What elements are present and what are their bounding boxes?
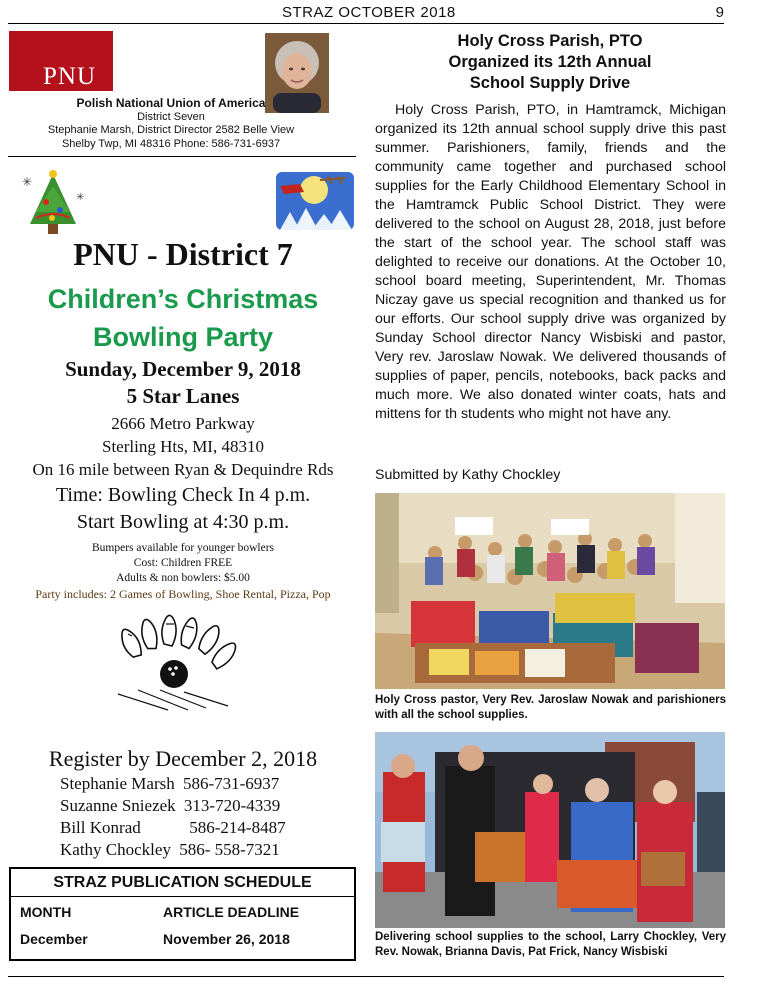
event-date: Sunday, December 9, 2018 bbox=[65, 357, 301, 381]
column-header-month: MONTH bbox=[20, 904, 72, 920]
photo-caption: Holy Cross pastor, Very Rev. Jaroslaw Nowak and parishioners with all the school supplies. bbox=[375, 694, 726, 721]
contact-phone: 586- 558-7321 bbox=[179, 840, 280, 859]
contact-row bbox=[60, 840, 360, 860]
santa-sleigh-icon bbox=[270, 168, 358, 234]
event-title-line1: Children’s Christmas bbox=[47, 284, 319, 314]
svg-text:✳: ✳ bbox=[22, 175, 33, 189]
delivery-group-photo bbox=[375, 732, 725, 928]
table-cell-month: December bbox=[20, 931, 88, 947]
venue-address-street: 2666 Metro Parkway bbox=[111, 414, 255, 433]
bumpers-note: Bumpers available for younger bowlers bbox=[91, 542, 275, 554]
contact-phone: 586-214-8487 bbox=[189, 818, 286, 837]
pnu-contact-block bbox=[10, 97, 332, 151]
pnu-logo bbox=[9, 31, 113, 91]
newspaper-title: STRAZ OCTOBER 2018 bbox=[282, 4, 456, 21]
register-deadline: Register by December 2, 2018 bbox=[48, 746, 318, 771]
contact-phone: 313-720-4339 bbox=[183, 796, 281, 815]
contact-name: Stephanie Marsh bbox=[60, 774, 175, 793]
article-headline bbox=[374, 31, 726, 94]
section-divider bbox=[8, 156, 356, 157]
svg-text:✳: ✳ bbox=[76, 192, 85, 203]
adult-cost-note: Adults & non bowlers: $5.00 bbox=[116, 572, 250, 584]
bowling-pins-icon bbox=[108, 614, 240, 712]
column-header-deadline: ARTICLE DEADLINE bbox=[163, 904, 300, 920]
org-name: Polish National Union of America bbox=[76, 96, 266, 110]
photo-caption: Delivering school supplies to the school, Larry Chockley, Very Rev. Nowak, Brianna Davis, Pat Frick, Nancy Wisbiski bbox=[375, 931, 726, 958]
headline-line1: Holy Cross Parish, PTO bbox=[457, 32, 643, 50]
contact-row bbox=[60, 774, 360, 794]
article-body bbox=[375, 101, 726, 424]
parishioners-group-photo bbox=[375, 493, 725, 689]
pnu-logo-text: PNU bbox=[43, 63, 97, 90]
venue-address-city: Sterling Hts, MI, 48310 bbox=[102, 437, 264, 456]
start-time: Start Bowling at 4:30 p.m. bbox=[76, 511, 290, 533]
event-title-line2: Bowling Party bbox=[92, 322, 274, 352]
director-line: Stephanie Marsh, District Director 2582 Belle View bbox=[47, 124, 295, 136]
publication-schedule-table bbox=[9, 867, 356, 961]
headline-line3: School Supply Drive bbox=[469, 74, 631, 92]
check-in-time: Time: Bowling Check In 4 p.m. bbox=[55, 484, 311, 506]
contact-name: Kathy Chockley bbox=[60, 840, 171, 859]
christmas-tree-icon bbox=[16, 166, 90, 238]
article-byline: Submitted by Kathy Chockley bbox=[375, 467, 561, 483]
schedule-title: STRAZ PUBLICATION SCHEDULE bbox=[53, 874, 312, 891]
contact-row bbox=[60, 818, 360, 838]
article-paragraph: Holy Cross Parish, PTO, in Hamtramck, Michigan organized its 12th annual school supply drive this past summer. Parishioners, family, friends and the community came together and purchased school supplies for the Early Childhood Elementary School in the Hamtramck Public School District. They were delivered to the school on August 28, 2018, just before the start of the school year. The school staff was delighted to receive our donations. At the October 10, school board meeting, Superintendent, Mr. Thomas Niczay gave us special recognition and thanked us for our efforts. Our school supply drive was organized by Sunday School director Nancy Wisbiski and pastor, Very rev. Jaroslaw Nowak. We delivered thousands of supplies of paper, pencils, notebooks, back packs and much more. We also donated winter coats, hats and mittens for th students who might not have any. bbox=[375, 102, 726, 422]
page-number: 9 bbox=[715, 4, 724, 21]
contact-name: Suzanne Sniezek bbox=[60, 796, 176, 815]
contact-row bbox=[60, 796, 360, 816]
event-venue: 5 Star Lanes bbox=[126, 384, 240, 408]
flyer-heading: PNU - District 7 bbox=[73, 236, 293, 272]
contact-name: Bill Konrad bbox=[60, 818, 141, 837]
page-bottom-rule bbox=[8, 976, 724, 977]
header-divider bbox=[8, 23, 724, 24]
running-head bbox=[0, 4, 760, 24]
headline-line2: Organized its 12th Annual bbox=[448, 53, 652, 71]
table-cell-deadline: November 26, 2018 bbox=[163, 931, 290, 947]
party-includes-note: Party includes: 2 Games of Bowling, Shoe Rental, Pizza, Pop bbox=[35, 587, 331, 601]
contact-phone: 586-731-6937 bbox=[182, 774, 280, 793]
schedule-divider bbox=[11, 896, 354, 897]
cost-note: Cost: Children FREE bbox=[133, 557, 233, 569]
venue-directions: On 16 mile between Ryan & Dequindre Rds bbox=[32, 460, 334, 479]
address-line: Shelby Twp, MI 48316 Phone: 586-731-6937 bbox=[61, 137, 281, 150]
district-label: District Seven bbox=[137, 110, 205, 123]
